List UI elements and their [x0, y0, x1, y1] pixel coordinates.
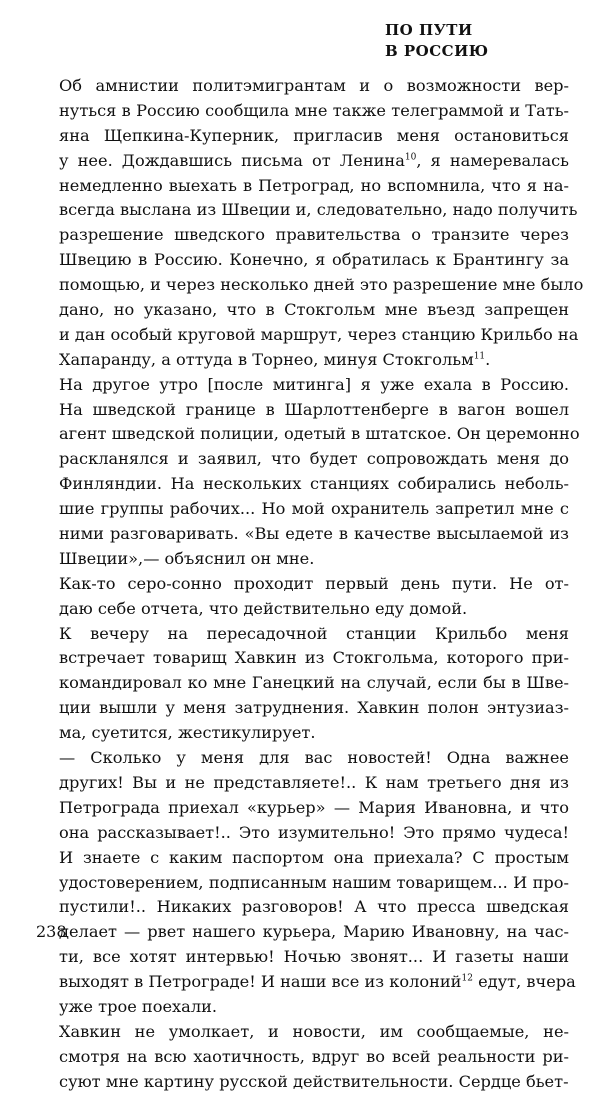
text-line	[59, 646, 569, 671]
text-line-content: Хапаранду, а оттуда в Торнео, минуя Стокгольм	[59, 349, 474, 369]
text-line-content: всегда выслана из Швеции и, следовательно, надо получить	[59, 200, 578, 220]
text-line	[59, 472, 569, 497]
text-line-content: выходят в Петрограде! И наши все из колоний	[59, 972, 462, 992]
text-line	[59, 422, 580, 447]
text-line-content: шие группы рабочих... Но мой охранитель запретил мне с	[59, 499, 569, 519]
text-line	[59, 821, 569, 846]
text-line	[59, 547, 569, 572]
text-line	[59, 671, 569, 696]
text-line-content: раскланялся и заявил, что будет сопровождать меня до	[59, 449, 569, 469]
text-line-content: агент шведской полиции, одетый в штатское. Он церемонно	[59, 424, 580, 444]
text-line	[59, 1020, 569, 1045]
text-line	[59, 348, 569, 373]
text-line	[59, 298, 569, 323]
text-line-content: делает — рвет нашего курьера, Марию Ивановну, на час-	[59, 922, 569, 942]
text-line	[59, 398, 569, 423]
text-line-content: На другое утро [после митинга] я уже ехала в Россию.	[59, 374, 569, 394]
text-line-content: Финляндии. На нескольких станциях собирались неболь-	[59, 474, 569, 494]
text-line	[59, 248, 569, 273]
text-line-content: ции вышли у меня затруднения. Хавкин полон энтузиаз-	[59, 698, 569, 718]
text-line-content: уже трое поехали.	[59, 996, 218, 1016]
text-line-content: и дан особый круговой маршрут, через станцию Крильбо на	[59, 324, 579, 344]
chapter-heading	[385, 20, 565, 62]
text-line-content: дано, но указано, что в Стокгольм мне въезд запрещен	[59, 300, 569, 320]
text-line-content: смотря на всю хаотичность, вдруг во всей реальности ри-	[59, 1046, 569, 1066]
chapter-heading-line-2: В РОССИЮ	[385, 42, 489, 60]
text-line-content: командировал ко мне Ганецкий на случай, если бы в Шве-	[59, 673, 569, 693]
text-line-continuation: .	[485, 349, 491, 369]
text-line	[59, 447, 569, 472]
text-line	[59, 970, 576, 995]
text-line	[59, 1045, 569, 1070]
text-line-content: яна Щепкина-Куперник, пригласив меня остановиться	[59, 125, 569, 145]
text-line	[59, 895, 569, 920]
text-line	[59, 1070, 569, 1095]
text-line-content: Как-то серо-сонно проходит первый день пути. Не от-	[59, 573, 569, 593]
text-line-content: Хавкин не умолкает, и новости, им сообщаемые, не-	[59, 1021, 569, 1041]
text-line	[59, 323, 579, 348]
text-line	[59, 622, 569, 647]
body-text	[59, 74, 584, 1095]
footnote-marker: 12	[461, 973, 473, 984]
text-line-content: у нее. Дождавшись письма от Ленина	[59, 150, 405, 170]
text-line	[59, 99, 569, 124]
text-line-content: Об амнистии политэмигрантам и о возможности вер-	[59, 76, 569, 95]
text-line	[59, 174, 569, 199]
text-line-content: удостоверением, подписанным нашим товарищем... И про-	[59, 872, 569, 892]
text-line-content: пустили!.. Никаких разговоров! А что пресса шведская	[59, 897, 569, 917]
text-line	[59, 746, 569, 771]
text-line	[59, 149, 569, 174]
text-line-content: разрешение шведского правительства о транзите через	[59, 225, 569, 245]
text-line-content: Петрограда приехал «курьер» — Мария Ивановна, и что	[59, 797, 569, 817]
text-line-content: других! Вы и не представляете!.. К нам третьего дня из	[59, 772, 569, 792]
text-line-continuation: , я намеревалась	[416, 150, 569, 170]
page-number: 238	[36, 922, 67, 941]
footnote-marker: 11	[473, 351, 486, 362]
text-line	[59, 796, 569, 821]
text-line	[59, 273, 584, 298]
text-line	[59, 995, 569, 1020]
text-line	[59, 223, 569, 248]
footnote-marker: 10	[404, 152, 417, 163]
text-line-content: встречает товарищ Хавкин из Стокгольма, которого при-	[59, 648, 569, 668]
text-line-content: она рассказывает!.. Это изумительно! Это прямо чудеса!	[59, 822, 569, 842]
text-line-content: даю себе отчета, что действительно еду домой.	[59, 598, 468, 618]
text-line-content: Швеции»,— объяснил он мне.	[59, 548, 315, 568]
text-line	[59, 198, 578, 223]
text-line-content: помощью, и через несколько дней это разрешение мне было	[59, 275, 584, 295]
text-line-content: Швецию в Россию. Конечно, я обратилась к Брантингу за	[59, 250, 569, 270]
text-line	[59, 945, 569, 970]
text-line	[59, 871, 569, 896]
text-line	[59, 696, 569, 721]
text-line-content: ти, все хотят интервью! Ночью звонят... И газеты наши	[59, 947, 569, 967]
text-line-content: ними разговаривать. «Вы едете в качестве высылаемой из	[59, 524, 569, 544]
text-line-content: К вечеру на пересадочной станции Крильбо меня	[59, 623, 569, 643]
text-line	[59, 572, 569, 597]
text-line	[59, 771, 569, 796]
text-line-content: И знаете с каким паспортом она приехала? С простым	[59, 847, 569, 867]
text-line	[59, 124, 569, 149]
text-line-content: — Сколько у меня для вас новостей! Одна важнее	[59, 748, 569, 768]
text-line	[59, 522, 569, 547]
text-line-content: На шведской границе в Шарлоттенберге в вагон вошел	[59, 399, 569, 419]
text-line	[59, 920, 569, 945]
text-line-content: немедленно выехать в Петроград, но вспомнила, что я на-	[59, 175, 569, 195]
text-line	[59, 846, 569, 871]
text-line-content: суют мне картину русской действительности. Сердце бьет-	[59, 1071, 569, 1091]
text-line-content: нуться в Россию сообщила мне также телеграммой и Тать-	[59, 100, 569, 120]
text-line	[59, 497, 569, 522]
text-line	[59, 721, 569, 746]
text-line	[59, 373, 569, 398]
text-line-content: ма, суетится, жестикулирует.	[59, 723, 316, 743]
text-line	[59, 74, 569, 99]
text-line-continuation: едут, вчера	[472, 972, 576, 992]
chapter-heading-line-1: ПО ПУТИ	[385, 21, 473, 39]
text-line	[59, 597, 569, 622]
